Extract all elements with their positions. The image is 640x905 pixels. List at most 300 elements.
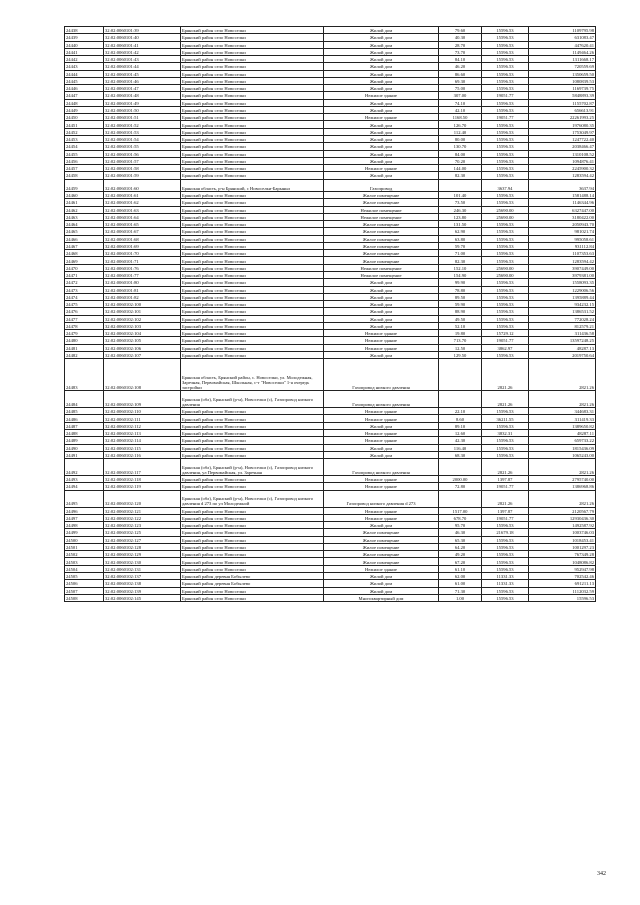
specific-value-cell: 15596.53: [482, 543, 529, 550]
object-type-cell: Жилой дом: [324, 121, 439, 128]
specific-value-cell: 15596.53: [482, 286, 529, 293]
table-row: [65, 459, 596, 476]
row-number-cell: 24498: [65, 522, 104, 529]
cadastral-number-cell: 32:02:0060101:55: [104, 143, 181, 150]
address-cell: Брянская область, р-н Брянский, с Новоселки-Барыньи: [181, 179, 324, 192]
address-cell: Брянский район село Новоселки: [181, 106, 324, 113]
object-type-cell: Нежилое здание: [324, 344, 439, 351]
area-cell: 84.00: [439, 150, 482, 157]
cadastral-value-cell: 952947.98: [529, 565, 596, 572]
object-type-cell: Жилое помещение: [324, 529, 439, 536]
table-row: [65, 483, 596, 490]
table-row: [65, 359, 596, 391]
cadastral-number-cell: 32:02:0060101:48: [104, 92, 181, 99]
object-type-cell: Газопровод: [324, 179, 439, 192]
specific-value-cell: 19051.77: [482, 114, 529, 121]
row-number-cell: 24462: [65, 206, 104, 213]
area-cell: 73.70: [439, 48, 482, 55]
area-cell: 61.10: [439, 565, 482, 572]
cadastral-value-cell: 1080839.53: [529, 77, 596, 84]
object-type-cell: Многоквартирный дом: [324, 594, 439, 601]
object-type-cell: Жилой дом: [324, 157, 439, 164]
address-cell: Брянский район село Новоселки: [181, 56, 324, 63]
object-type-cell: Жилой дом: [324, 422, 439, 429]
address-cell: Брянский район деревня Бобылево: [181, 580, 324, 587]
table-row: [65, 272, 596, 279]
specific-value-cell: 11331.33: [482, 580, 529, 587]
object-type-cell: Жилое помещение: [324, 242, 439, 249]
area-cell: 89.10: [439, 422, 482, 429]
specific-value-cell: 25690.00: [482, 264, 529, 271]
area-cell: 88.90: [439, 308, 482, 315]
object-type-cell: Жилое помещение: [324, 543, 439, 550]
cadastral-number-cell: 32:02:0060102:115: [104, 444, 181, 451]
table-row: [65, 179, 596, 192]
object-type-cell: Нежилое здание: [324, 565, 439, 572]
table-row: [65, 228, 596, 235]
address-cell: Брянский район село Новоселки: [181, 41, 324, 48]
cadastral-value-cell: 1492587.92: [529, 522, 596, 529]
specific-value-cell: 15729.12: [482, 330, 529, 337]
cadastral-value-cell: 2821.26: [529, 359, 596, 391]
address-cell: Брянский район село Новоселки: [181, 27, 324, 34]
cadastral-number-cell: 32:02:0060101:52: [104, 121, 181, 128]
row-number-cell: 24482: [65, 351, 104, 358]
row-number-cell: 24453: [65, 135, 104, 142]
object-type-cell: Жилой дом: [324, 48, 439, 55]
object-type-cell: Нежилое помещение: [324, 272, 439, 279]
row-number-cell: 24505: [65, 572, 104, 579]
cadastral-number-cell: 32:02:0060101:56: [104, 150, 181, 157]
address-cell: Брянский район село Новоселки: [181, 206, 324, 213]
address-cell: Брянский район село Новоселки: [181, 250, 324, 257]
cadastral-number-cell: 32:02:0060101:54: [104, 135, 181, 142]
object-type-cell: Газопровод низкого давления d 273: [324, 490, 439, 507]
row-number-cell: 24460: [65, 192, 104, 199]
cadastral-value-cell: 1094876.41: [529, 157, 596, 164]
row-number-cell: 24473: [65, 286, 104, 293]
address-cell: Брянский район село Новоселки: [181, 422, 324, 429]
row-number-cell: 24507: [65, 587, 104, 594]
row-number-cell: 24491: [65, 451, 104, 458]
cadastral-number-cell: 32:02:0060102:139: [104, 587, 181, 594]
table-row: [65, 337, 596, 344]
object-type-cell: Жилой дом: [324, 150, 439, 157]
specific-value-cell: 15596.53: [482, 150, 529, 157]
table-row: [65, 143, 596, 150]
specific-value-cell: 19051.77: [482, 92, 529, 99]
area-cell: [439, 391, 482, 408]
row-number-cell: 24501: [65, 543, 104, 550]
object-type-cell: Жилой дом: [324, 135, 439, 142]
table-row: [65, 536, 596, 543]
address-cell: Брянский район село Новоселки: [181, 143, 324, 150]
cadastral-number-cell: 32:02:0060102:111: [104, 415, 181, 422]
object-type-cell: Жилое помещение: [324, 199, 439, 206]
specific-value-cell: 36211.55: [482, 415, 529, 422]
cadastral-number-cell: 32:02:0060102:131: [104, 565, 181, 572]
specific-value-cell: 15596.53: [482, 558, 529, 565]
row-number-cell: 24438: [65, 27, 104, 34]
object-type-cell: Нежилое здание: [324, 408, 439, 415]
cadastral-number-cell: 32:02:0060101:80: [104, 279, 181, 286]
table-row: [65, 121, 596, 128]
cadastral-value-cell: 1003746.03: [529, 529, 596, 536]
address-cell: Брянский район село Новоселки: [181, 543, 324, 550]
specific-value-cell: 15596.53: [482, 565, 529, 572]
table-row: [65, 150, 596, 157]
row-number-cell: 24496: [65, 507, 104, 514]
table-row: [65, 257, 596, 264]
cadastral-number-cell: 32:02:0060101:53: [104, 128, 181, 135]
specific-value-cell: 15596.53: [482, 128, 529, 135]
row-number-cell: 24506: [65, 580, 104, 587]
cadastral-value-cell: 447620.41: [529, 41, 596, 48]
address-cell: Брянский район село Новоселки: [181, 172, 324, 179]
row-number-cell: 24447: [65, 92, 104, 99]
area-cell: 152.10: [439, 264, 482, 271]
area-cell: 101.40: [439, 192, 482, 199]
table-row: [65, 565, 596, 572]
row-number-cell: 24468: [65, 250, 104, 257]
row-number-cell: 24487: [65, 422, 104, 429]
cadastral-value-cell: 3907449.00: [529, 264, 596, 271]
address-cell: Брянская (обл), Брянский (р-н), Новоселки (с), Газопровод низкого давления, ул Первомайская, ул. Заречная: [181, 459, 324, 476]
table-row: [65, 250, 596, 257]
cadastral-number-cell: 32:02:0060102:138: [104, 580, 181, 587]
object-type-cell: Жилой дом: [324, 293, 439, 300]
cadastral-number-cell: 32:02:0060101:41: [104, 41, 181, 48]
specific-value-cell: 15596.53: [482, 587, 529, 594]
cadastral-number-cell: 32:02:0060102:117: [104, 459, 181, 476]
area-cell: 40.30: [439, 34, 482, 41]
object-type-cell: Жилое помещение: [324, 551, 439, 558]
cadastral-value-cell: 981021.74: [529, 228, 596, 235]
object-type-cell: Жилое помещение: [324, 221, 439, 228]
specific-value-cell: 15596.53: [482, 172, 529, 179]
specific-value-cell: 15596.53: [482, 199, 529, 206]
cadastral-value-cell: 1229006.56: [529, 286, 596, 293]
cadastral-value-cell: 691211.13: [529, 580, 596, 587]
object-type-cell: Нежилое помещение: [324, 206, 439, 213]
object-type-cell: Нежилое здание: [324, 165, 439, 172]
object-type-cell: Нежилое здание: [324, 330, 439, 337]
table-row: [65, 551, 596, 558]
specific-value-cell: 15596.53: [482, 77, 529, 84]
row-number-cell: 24446: [65, 85, 104, 92]
table-row: [65, 213, 596, 220]
address-cell: Брянский район село Новоселки: [181, 192, 324, 199]
address-cell: Брянский район село Новоселки: [181, 483, 324, 490]
specific-value-cell: 15596.53: [482, 257, 529, 264]
address-cell: Брянский район село Новоселки: [181, 587, 324, 594]
cadastral-number-cell: 32:02:0060101:64: [104, 213, 181, 220]
area-cell: 49.20: [439, 551, 482, 558]
table-row: [65, 92, 596, 99]
specific-value-cell: 15596.53: [482, 522, 529, 529]
row-number-cell: 24472: [65, 279, 104, 286]
address-cell: Брянский район село Новоселки: [181, 330, 324, 337]
object-type-cell: Жилое помещение: [324, 235, 439, 242]
object-type-cell: Жилое помещение: [324, 250, 439, 257]
address-cell: Брянская (обл), Брянский (р-н), Новоселки (с), Газопровод низкого давления d 273 по ул Молодежной: [181, 490, 324, 507]
specific-value-cell: 15596.53: [482, 27, 529, 34]
area-cell: 86.60: [439, 70, 482, 77]
address-cell: Брянский район село Новоселки: [181, 558, 324, 565]
row-number-cell: 24497: [65, 514, 104, 521]
row-number-cell: 24465: [65, 228, 104, 235]
area-cell: 82.30: [439, 172, 482, 179]
table-row: [65, 199, 596, 206]
address-cell: Брянский район село Новоселки: [181, 34, 324, 41]
address-cell: Брянский район село Новоселки: [181, 408, 324, 415]
table-row: [65, 415, 596, 422]
object-type-cell: Жилой дом: [324, 580, 439, 587]
cadastral-value-cell: 1976080.35: [529, 121, 596, 128]
object-type-cell: Жилой дом: [324, 63, 439, 70]
table-row: [65, 172, 596, 179]
area-cell: 1.00: [439, 594, 482, 601]
cadastral-value-cell: 1311668.17: [529, 56, 596, 63]
object-type-cell: Жилой дом: [324, 143, 439, 150]
address-cell: Брянский район село Новоселки: [181, 199, 324, 206]
row-number-cell: 24477: [65, 315, 104, 322]
cadastral-number-cell: 32:02:0060102:120: [104, 490, 181, 507]
cadastral-value-cell: 1386531.52: [529, 308, 596, 315]
row-number-cell: 24485: [65, 408, 104, 415]
area-cell: 62.90: [439, 228, 482, 235]
row-number-cell: 24443: [65, 63, 104, 70]
cadastral-value-cell: 1065243.00: [529, 451, 596, 458]
table-row: [65, 558, 596, 565]
area-cell: 71.30: [439, 587, 482, 594]
address-cell: Брянский район село Новоселки: [181, 121, 324, 128]
cadastral-value-cell: 812579.21: [529, 322, 596, 329]
row-number-cell: 24476: [65, 308, 104, 315]
specific-value-cell: 15596.53: [482, 85, 529, 92]
row-number-cell: 24486: [65, 415, 104, 422]
cadastral-number-cell: 32:02:0060102:121: [104, 507, 181, 514]
cadastral-value-table: [64, 26, 596, 602]
cadastral-number-cell: 32:02:0060101:49: [104, 99, 181, 106]
row-number-cell: 24441: [65, 48, 104, 55]
cadastral-number-cell: 32:02:0060101:46: [104, 77, 181, 84]
cadastral-value-cell: 1395889.44: [529, 293, 596, 300]
cadastral-number-cell: 32:02:0060102:137: [104, 572, 181, 579]
cadastral-number-cell: 32:02:0060101:67: [104, 228, 181, 235]
specific-value-cell: 19051.77: [482, 483, 529, 490]
area-cell: 28.70: [439, 41, 482, 48]
address-cell: Брянский район село Новоселки: [181, 85, 324, 92]
area-cell: 2000.00: [439, 476, 482, 483]
specific-value-cell: 15596.53: [482, 48, 529, 55]
address-cell: Брянский район село Новоселки: [181, 315, 324, 322]
area-cell: [439, 459, 482, 476]
row-number-cell: 24459: [65, 179, 104, 192]
address-cell: Брянский район село Новоселки: [181, 221, 324, 228]
area-cell: 70.20: [439, 157, 482, 164]
cadastral-number-cell: 32:02:0060102:105: [104, 337, 181, 344]
area-cell: 246.30: [439, 206, 482, 213]
row-number-cell: 24483: [65, 359, 104, 391]
row-number-cell: 24452: [65, 128, 104, 135]
cadastral-value-cell: 22261993.25: [529, 114, 596, 121]
object-type-cell: Жилой дом: [324, 522, 439, 529]
row-number-cell: 24440: [65, 41, 104, 48]
cadastral-value-cell: 1112032.59: [529, 587, 596, 594]
table-row: [65, 85, 596, 92]
table-row: [65, 451, 596, 458]
cadastral-value-cell: 1001297.23: [529, 543, 596, 550]
table-row: [65, 587, 596, 594]
object-type-cell: Газопровод низкого давления: [324, 359, 439, 391]
table-row: [65, 514, 596, 521]
area-cell: 19.80: [439, 330, 482, 337]
object-type-cell: Жилое помещение: [324, 257, 439, 264]
row-number-cell: 24450: [65, 114, 104, 121]
cadastral-value-cell: 3180422.00: [529, 213, 596, 220]
cadastral-number-cell: 32:02:0060102:109: [104, 391, 181, 408]
row-number-cell: 24455: [65, 150, 104, 157]
table-row: [65, 444, 596, 451]
address-cell: Брянский район село Новоселки: [181, 213, 324, 220]
table-row: [65, 56, 596, 63]
address-cell: Брянский район село Новоселки: [181, 150, 324, 157]
table-row: [65, 165, 596, 172]
table-row: [65, 41, 596, 48]
cadastral-number-cell: 32:02:0060102:127: [104, 536, 181, 543]
area-cell: 42.10: [439, 106, 482, 113]
area-cell: [439, 179, 482, 192]
area-cell: 12.50: [439, 344, 482, 351]
cadastral-value-cell: 48287.13: [529, 344, 596, 351]
area-cell: 59.70: [439, 242, 482, 249]
address-cell: Брянский район село Новоселки: [181, 257, 324, 264]
table-row: [65, 507, 596, 514]
cadastral-number-cell: 32:02:0060102:130: [104, 558, 181, 565]
object-type-cell: Нежилое здание: [324, 114, 439, 121]
row-number-cell: 24484: [65, 391, 104, 408]
cadastral-value-cell: 1146344.96: [529, 199, 596, 206]
row-number-cell: 24466: [65, 235, 104, 242]
address-cell: Брянский район село Новоселки: [181, 429, 324, 436]
address-cell: Брянский район село Новоселки: [181, 476, 324, 483]
object-type-cell: Жилой дом: [324, 351, 439, 358]
table-row: [65, 315, 596, 322]
area-cell: 75.00: [439, 85, 482, 92]
cadastral-number-cell: 32:02:0060102:112: [104, 422, 181, 429]
area-cell: 59.90: [439, 301, 482, 308]
row-number-cell: 24439: [65, 34, 104, 41]
row-number-cell: 24464: [65, 221, 104, 228]
cadastral-number-cell: 32:02:0060101:44: [104, 63, 181, 70]
area-cell: 46.20: [439, 63, 482, 70]
specific-value-cell: 15596.53: [482, 422, 529, 429]
table-row: [65, 476, 596, 483]
cadastral-value-cell: 311419.33: [529, 415, 596, 422]
cadastral-value-cell: 1815436.09: [529, 444, 596, 451]
address-cell: Брянский район село Новоселки: [181, 77, 324, 84]
specific-value-cell: 21679.18: [482, 529, 529, 536]
object-type-cell: Жилой дом: [324, 301, 439, 308]
row-number-cell: 24502: [65, 551, 104, 558]
cadastral-number-cell: 32:02:0060101:77: [104, 272, 181, 279]
object-type-cell: Жилой дом: [324, 451, 439, 458]
row-number-cell: 24444: [65, 70, 104, 77]
specific-value-cell: 15596.53: [482, 121, 529, 128]
row-number-cell: 24499: [65, 529, 104, 536]
address-cell: Брянский район село Новоселки: [181, 92, 324, 99]
cadastral-number-cell: 32:02:0060101:45: [104, 70, 181, 77]
cadastral-value-cell: 1283594.42: [529, 257, 596, 264]
area-cell: 80.00: [439, 135, 482, 142]
table-row: [65, 344, 596, 351]
cadastral-value-cell: 1581488.14: [529, 192, 596, 199]
table-row: [65, 529, 596, 536]
cadastral-value-cell: 3637.94: [529, 179, 596, 192]
document-page: [64, 26, 594, 602]
specific-value-cell: 15596.53: [482, 228, 529, 235]
row-number-cell: 24442: [65, 56, 104, 63]
cadastral-number-cell: 32:02:0060101:59: [104, 172, 181, 179]
area-cell: 12.60: [439, 429, 482, 436]
specific-value-cell: 15596.53: [482, 250, 529, 257]
cadastral-number-cell: 32:02:0060101:42: [104, 48, 181, 55]
area-cell: 123.80: [439, 213, 482, 220]
cadastral-value-cell: 12930436.30: [529, 514, 596, 521]
area-cell: 144.00: [439, 165, 482, 172]
cadastral-number-cell: 32:02:0060102:101: [104, 308, 181, 315]
area-cell: 71.00: [439, 250, 482, 257]
object-type-cell: Жилой дом: [324, 99, 439, 106]
address-cell: Брянская (обл), Брянский (р-н), Новоселки (с), Газопровод низкого давления: [181, 391, 324, 408]
specific-value-cell: 2821.26: [482, 391, 529, 408]
specific-value-cell: 15596.53: [482, 242, 529, 249]
table-row: [65, 128, 596, 135]
specific-value-cell: 3862.97: [482, 344, 529, 351]
row-number-cell: 24457: [65, 165, 104, 172]
row-number-cell: 24494: [65, 483, 104, 490]
table-row: [65, 293, 596, 300]
area-cell: 61.00: [439, 580, 482, 587]
table-row: [65, 235, 596, 242]
table-row: [65, 308, 596, 315]
cadastral-number-cell: 32:02:0060101:60: [104, 179, 181, 192]
specific-value-cell: 25690.00: [482, 213, 529, 220]
specific-value-cell: 15596.53: [482, 192, 529, 199]
table-row: [65, 543, 596, 550]
row-number-cell: 24458: [65, 172, 104, 179]
row-number-cell: 24467: [65, 242, 104, 249]
address-cell: Брянский район село Новоселки: [181, 99, 324, 106]
address-cell: Брянский район село Новоселки: [181, 279, 324, 286]
row-number-cell: 24493: [65, 476, 104, 483]
specific-value-cell: 15596.53: [482, 70, 529, 77]
table-row: [65, 157, 596, 164]
specific-value-cell: 15596.53: [482, 143, 529, 150]
area-cell: 1517.00: [439, 507, 482, 514]
row-number-cell: 24508: [65, 594, 104, 601]
table-row: [65, 594, 596, 601]
specific-value-cell: 1397.87: [482, 507, 529, 514]
specific-value-cell: 15596.53: [482, 536, 529, 543]
object-type-cell: Жилой дом: [324, 77, 439, 84]
row-number-cell: 24451: [65, 121, 104, 128]
object-type-cell: Жилой дом: [324, 27, 439, 34]
cadastral-value-cell: 934232.15: [529, 301, 596, 308]
object-type-cell: Жилой дом: [324, 41, 439, 48]
address-cell: Брянский район село Новоселки: [181, 507, 324, 514]
